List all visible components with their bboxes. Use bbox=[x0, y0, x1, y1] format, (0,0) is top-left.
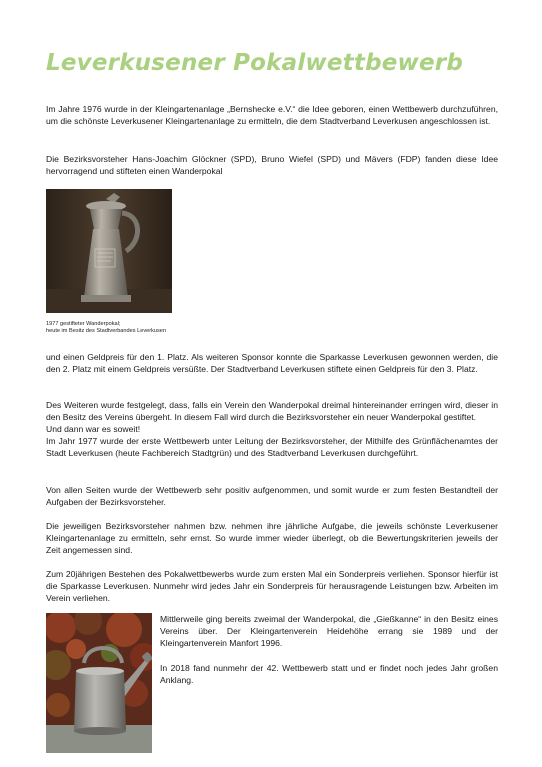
rules-exclamation: Und dann war es soweit! bbox=[46, 424, 141, 434]
paragraph-trophy-history: Mittlerweile ging bereits zweimal der Wanderpokal, die „Gießkanne“ in den Besitz eines Vereins über. Der Kleingartenverein Heidehöhe errang sie 1989 und der Kleingartenverein Manfort 1996. bbox=[160, 614, 498, 648]
paragraph-current: In 2018 fand nunmehr der 42. Wettbewerb statt und er findet noch jedes Jahr großen Anklang. bbox=[160, 663, 498, 685]
caption-line-2: heute im Besitz des Stadtverbandes Leverkusen bbox=[46, 328, 167, 334]
first-competition-text: Im Jahr 1977 wurde der erste Wettbewerb unter Leitung der Bezirksvorsteher, der Mithilfe des Grünflächenamtes der Stadt Leverkusen (heute Fachbereich Stadtgrün) und des Stadtverband Leverkusen durchgeführt. bbox=[46, 436, 498, 458]
paragraph-rules bbox=[46, 399, 498, 459]
paragraph-origin: Im Jahre 1976 wurde in der Kleingartenanlage „Bernshecke e.V.“ die Idee geboren, einen Wettbewerb durchzuführen, um die schönste Leverkusener Kleingartenanlage zu ermitteln, die dem Stadtverband Leverkusen angeschlossen ist. bbox=[46, 104, 498, 126]
paragraph-special-prize: Zum 20jährigen Bestehen des Pokalwettbewerbs wurde zum ersten Mal ein Sonderpreis verliehen. Sponsor hierfür ist die Sparkasse Leverkusen. Nunmehr wird jedes Jahr ein Sonderpreis für herausragende Leistungen bzw. Arbeiten im Verein verliehen. bbox=[46, 569, 498, 603]
page-title: Leverkusener Pokalwettbewerb bbox=[46, 50, 463, 76]
paragraph-founders: Die Bezirksvorsteher Hans-Joachim Glöckner (SPD), Bruno Wiefel (SPD) und Mävers (FDP) fanden diese Idee hervorragend und stifteten einen Wanderpokal bbox=[46, 154, 498, 176]
paragraph-reception: Von allen Seiten wurde der Wettbewerb sehr positiv aufgenommen, und somit wurde er zum festen Bestandteil der Aufgaben der Bezirksvorsteher. bbox=[46, 485, 498, 507]
paragraph-sponsors: und einen Geldpreis für den 1. Platz. Als weiteren Sponsor konnte die Sparkasse Leverkusen gewonnen werden, die den 2. Platz mit einem Geldpreis versüßte. Der Stadtverband Leverkusen stiftete einen Geldpreis für den 3. Platz. bbox=[46, 352, 498, 374]
trophy-photo bbox=[46, 189, 172, 313]
watering-can-photo bbox=[46, 613, 152, 753]
paragraph-criteria: Die jeweiligen Bezirksvorsteher nahmen bzw. nehmen ihre jährliche Aufgabe, die jeweils schönste Leverkusener Kleingartenanlage zu ermitteln, sehr ernst. So wurde immer wieder überlegt, ob die Bewertungskriterien jeweils der Zeit angemessen sind. bbox=[46, 521, 498, 555]
photo-caption bbox=[46, 321, 246, 335]
rules-text: Des Weiteren wurde festgelegt, dass, falls ein Verein den Wanderpokal dreimal hintereinander erringen wird, dieser in den Besitz des Vereins übergeht. In diesem Fall wird durch die Bezirksvorsteher ein neuer Wanderpokal gestiftet. bbox=[46, 400, 498, 422]
caption-line-1: 1977 gestifteter Wanderpokal; bbox=[46, 321, 121, 327]
